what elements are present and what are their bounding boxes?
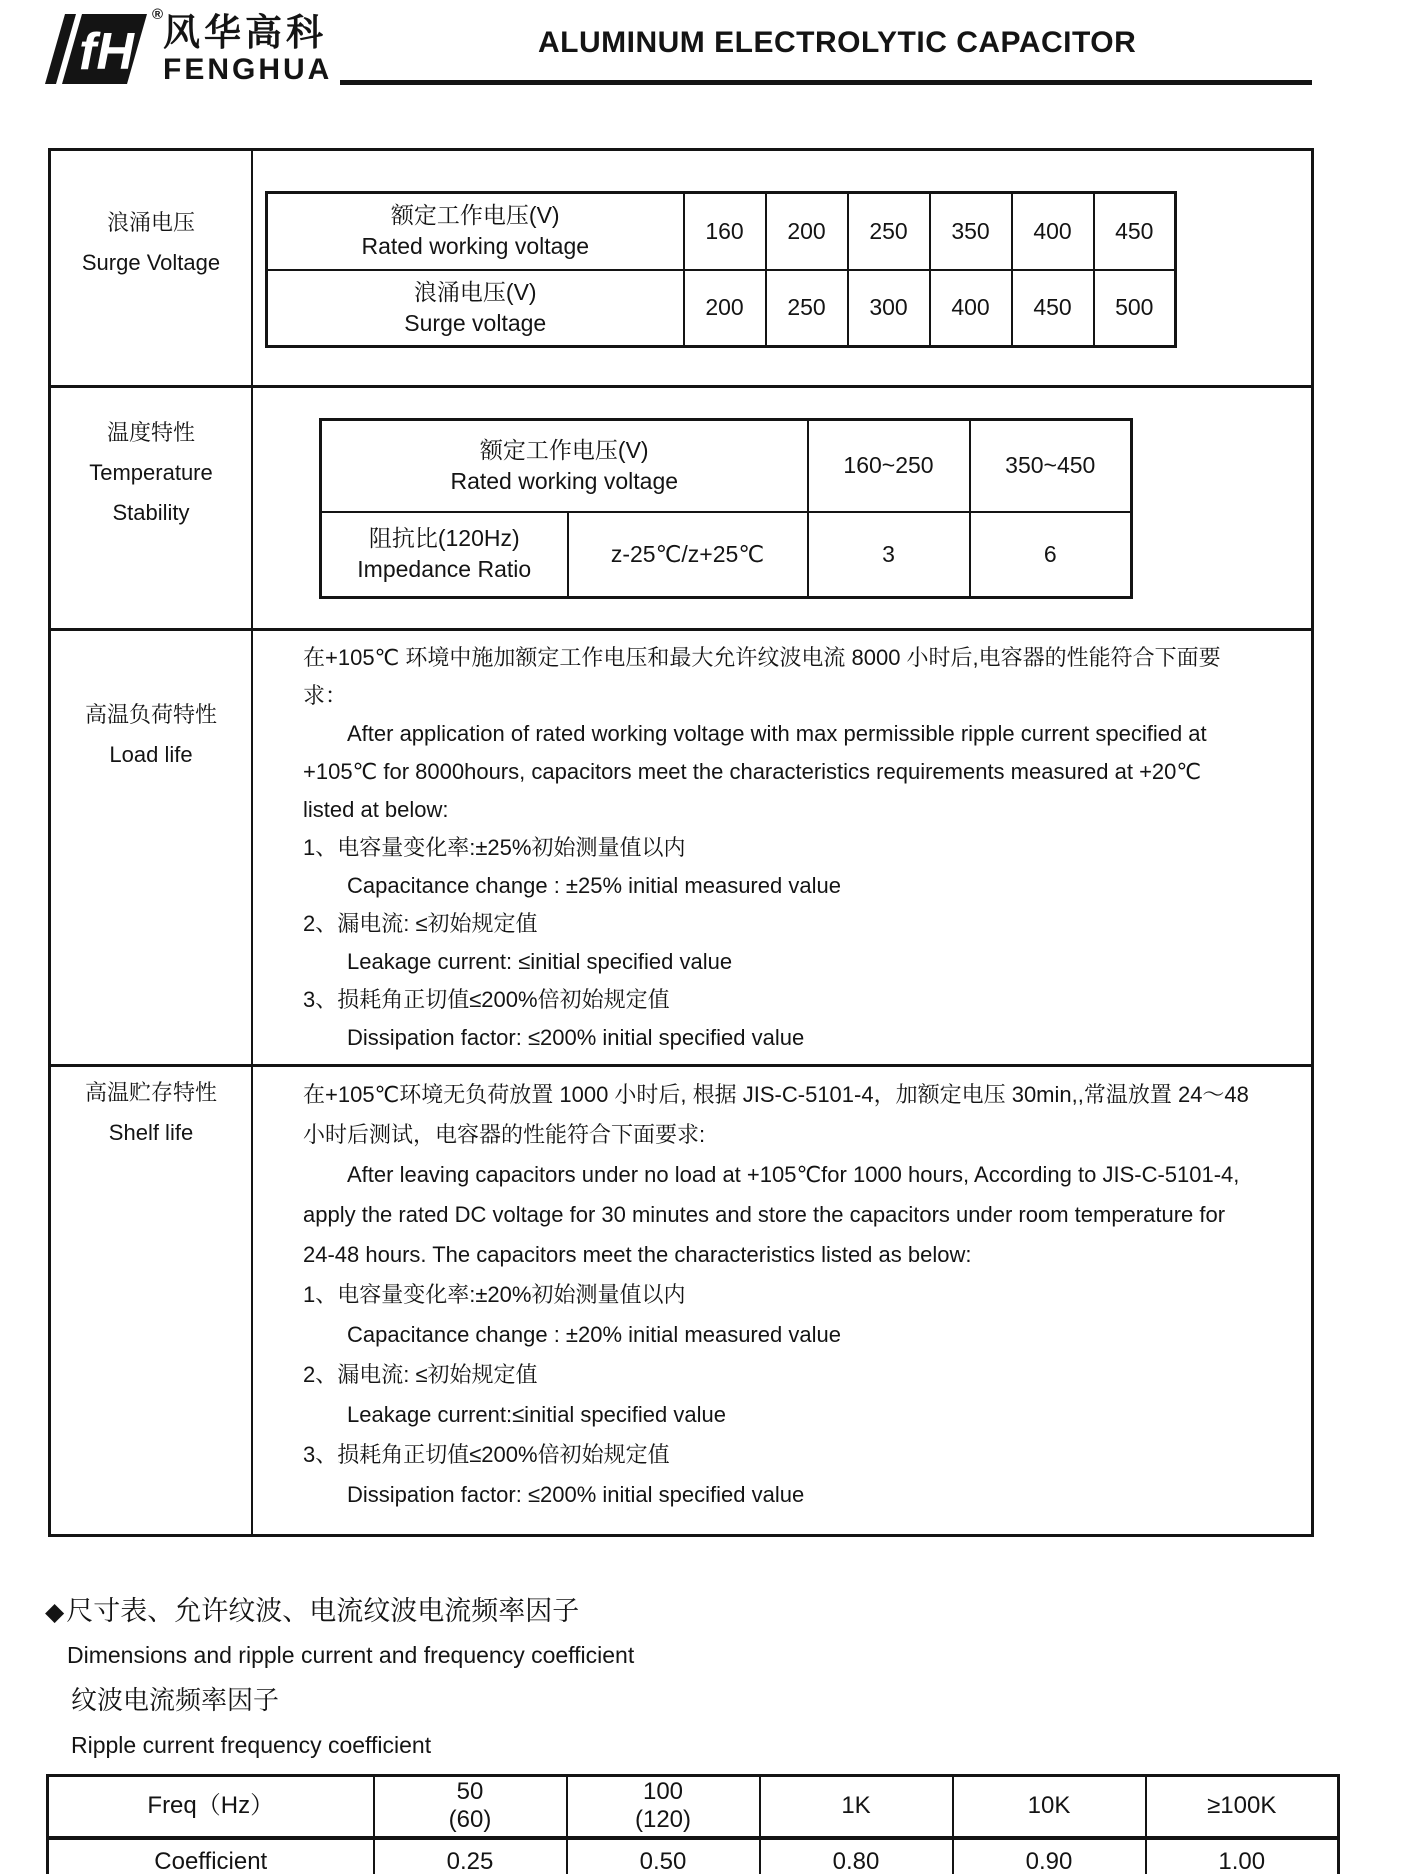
rated-voltage-value: 350 xyxy=(930,193,1012,270)
impedance-ratio-value: 6 xyxy=(970,512,1132,598)
section-subtitle-en: Ripple current frequency coefficient xyxy=(71,1732,432,1758)
frequency-alt-value: (60) xyxy=(448,1806,492,1834)
row-content-load-life xyxy=(253,631,1311,1064)
frequency-row-label: Freq（Hz） xyxy=(48,1776,374,1838)
fenghua-logo xyxy=(45,6,333,86)
section-title-en: Dimensions and ripple current and frequency coefficient xyxy=(67,1642,635,1668)
text-line: After leaving capacitors under no load at +105℃for 1000 hours, According to JIS-C-5101-4, xyxy=(347,1162,1240,1187)
rated-voltage-value: 450 xyxy=(1094,193,1176,270)
rated-voltage-header-cell xyxy=(321,420,808,512)
section-subtitle-cn: 纹波电流频率因子 xyxy=(71,1685,280,1715)
frequency-value: ≥100K xyxy=(1207,1792,1277,1820)
voltage-range-value: 350~450 xyxy=(970,420,1132,512)
frequency-header-cell xyxy=(1146,1776,1339,1838)
surge-voltage-table xyxy=(265,191,1177,348)
frequency-value: 100 xyxy=(642,1778,684,1806)
surge-voltage-value: 450 xyxy=(1012,270,1094,347)
text-line: 2、漏电流: ≤初始规定值 xyxy=(303,1362,538,1387)
text-line: 小时后测试，电容器的性能符合下面要求: xyxy=(303,1122,706,1147)
cell-text-cn: 阻抗比(120Hz) xyxy=(368,525,520,552)
text-line: 求： xyxy=(303,683,348,708)
text-line: Dissipation factor: ≤200% initial specified value xyxy=(347,1025,805,1050)
text-line: 2、漏电流: ≤初始规定值 xyxy=(303,911,538,936)
section-title-cn xyxy=(45,1590,634,1633)
row-label-shelf-life xyxy=(51,1067,253,1534)
row-content-shelf-life xyxy=(253,1067,1311,1534)
row-label-en: Surge Voltage xyxy=(81,250,221,275)
coefficient-row-label: Coefficient xyxy=(48,1838,374,1874)
coefficient-value: 0.90 xyxy=(953,1838,1146,1874)
rated-voltage-range-row xyxy=(321,420,1132,512)
text-line: Capacitance change : ±20% initial measured value xyxy=(347,1322,841,1347)
impedance-ratio-row xyxy=(321,512,1132,598)
frequency-value: 50 xyxy=(456,1778,484,1806)
frequency-value: 1K xyxy=(841,1792,871,1820)
rated-voltage-value: 250 xyxy=(848,193,930,270)
cell-text-cn: 浪涌电压(V) xyxy=(413,278,537,305)
text-line: 3、损耗角正切值≤200%倍初始规定值 xyxy=(303,987,670,1012)
text-line: 在+105℃环境无负荷放置 1000 小时后, 根据 JIS-C-5101-4，加额定电压 30min,,常温放置 24～48 xyxy=(303,1082,1249,1107)
row-label-cn: 高温贮存特性 xyxy=(84,1080,217,1105)
text-line: listed at below: xyxy=(303,797,449,822)
surge-voltage-header-cell xyxy=(267,270,684,347)
surge-voltage-value: 300 xyxy=(848,270,930,347)
frequency-value: 10K xyxy=(1027,1792,1071,1820)
surge-voltage-value: 250 xyxy=(766,270,848,347)
text-line: 在+105℃ 环境中施加额定工作电压和最大允许纹波电流 8000 小时后,电容器的性能符合下面要 xyxy=(303,645,1221,670)
cell-text-en: Impedance Ratio xyxy=(357,556,532,583)
frequency-alt-value: (120) xyxy=(634,1806,692,1834)
text-line: 1、电容量变化率:±20%初始测量值以内 xyxy=(303,1282,686,1307)
page-title: ALUMINUM ELECTROLYTIC CAPACITOR xyxy=(538,26,1137,59)
section-title-cn-text: 尺寸表、允许纹波、电流纹波电流频率因子 xyxy=(66,1596,580,1626)
header-divider xyxy=(340,80,1312,85)
row-label-load-life xyxy=(51,631,253,1064)
diamond-bullet-icon: ◆ xyxy=(45,1598,65,1626)
temperature-stability-table xyxy=(319,418,1133,599)
frequency-header-cell xyxy=(760,1776,953,1838)
fenghua-logo-mark-icon xyxy=(45,6,163,86)
text-line: Capacitance change : ±25% initial measured value xyxy=(347,873,841,898)
brand-text xyxy=(163,12,332,86)
svg-text:fH: fH xyxy=(79,23,134,81)
rated-voltage-row xyxy=(267,193,1176,270)
load-life-text xyxy=(253,631,1311,1057)
shelf-life-text xyxy=(253,1067,1311,1515)
frequency-header-row xyxy=(48,1776,1339,1838)
table-row-temperature-stability xyxy=(51,388,1311,631)
impedance-ratio-value: 3 xyxy=(808,512,970,598)
coefficient-value: 0.80 xyxy=(760,1838,953,1874)
surge-voltage-value: 200 xyxy=(684,270,766,347)
row-content-surge-voltage xyxy=(253,151,1311,385)
surge-voltage-row xyxy=(267,270,1176,347)
row-label-cn: 高温负荷特性 xyxy=(84,702,217,727)
frequency-header-cell xyxy=(567,1776,760,1838)
surge-voltage-value: 400 xyxy=(930,270,1012,347)
fenghua-logo-icon xyxy=(45,12,147,86)
text-line: 24-48 hours. The capacitors meet the characteristics listed as below: xyxy=(303,1242,972,1267)
text-line: 1、电容量变化率:±25%初始测量值以内 xyxy=(303,835,686,860)
cell-text-cn: 额定工作电压(V) xyxy=(479,436,649,463)
coefficient-row xyxy=(48,1838,1339,1874)
row-label-en: Temperature Stability xyxy=(89,460,213,525)
surge-voltage-value: 500 xyxy=(1094,270,1176,347)
impedance-ratio-header-cell xyxy=(321,512,568,598)
row-content-temperature-stability xyxy=(253,388,1311,628)
row-label-surge-voltage xyxy=(51,151,253,385)
impedance-condition-cell: z-25℃/z+25℃ xyxy=(568,512,808,598)
rated-voltage-value: 160 xyxy=(684,193,766,270)
coefficient-value: 0.50 xyxy=(567,1838,760,1874)
row-label-cn: 温度特性 xyxy=(106,420,195,445)
coefficient-value: 1.00 xyxy=(1146,1838,1339,1874)
rated-voltage-value: 400 xyxy=(1012,193,1094,270)
cell-text-cn: 额定工作电压(V) xyxy=(390,202,560,229)
text-line: Leakage current:≤initial specified value xyxy=(347,1402,726,1427)
text-line: After application of rated working voltage with max permissible ripple current specified at xyxy=(347,721,1207,746)
rated-voltage-header-cell xyxy=(267,193,684,270)
frequency-coefficient-table xyxy=(46,1774,1340,1874)
brand-name-chinese: 风华高科 xyxy=(163,12,327,53)
row-label-en: Load life xyxy=(109,742,193,767)
rated-voltage-value: 200 xyxy=(766,193,848,270)
table-row-surge-voltage xyxy=(51,151,1311,388)
specification-table xyxy=(48,148,1314,1537)
cell-text-en: Rated working voltage xyxy=(450,467,679,494)
table-row-shelf-life xyxy=(51,1067,1311,1534)
voltage-range-value: 160~250 xyxy=(808,420,970,512)
coefficient-value: 0.25 xyxy=(374,1838,567,1874)
row-label-temperature-stability xyxy=(51,388,253,628)
row-label-en: Shelf life xyxy=(108,1120,194,1145)
cell-text-en: Surge voltage xyxy=(404,309,547,336)
text-line: apply the rated DC voltage for 30 minutes and store the capacitors under room temperature for xyxy=(303,1202,1226,1227)
frequency-header-cell xyxy=(953,1776,1146,1838)
table-row-load-life xyxy=(51,631,1311,1067)
registered-trademark-icon: ® xyxy=(151,6,163,23)
frequency-header-cell xyxy=(374,1776,567,1838)
section-heading xyxy=(45,1590,634,1767)
row-label-cn: 浪涌电压 xyxy=(106,210,195,235)
text-line: +105℃ for 8000hours, capacitors meet the characteristics requirements measured at +20℃ xyxy=(303,759,1202,784)
text-line: Leakage current: ≤initial specified value xyxy=(347,949,733,974)
text-line: 3、损耗角正切值≤200%倍初始规定值 xyxy=(303,1442,670,1467)
brand-name-english: FENGHUA xyxy=(163,53,333,86)
text-line: Dissipation factor: ≤200% initial specified value xyxy=(347,1482,805,1507)
cell-text-en: Rated working voltage xyxy=(361,233,590,260)
